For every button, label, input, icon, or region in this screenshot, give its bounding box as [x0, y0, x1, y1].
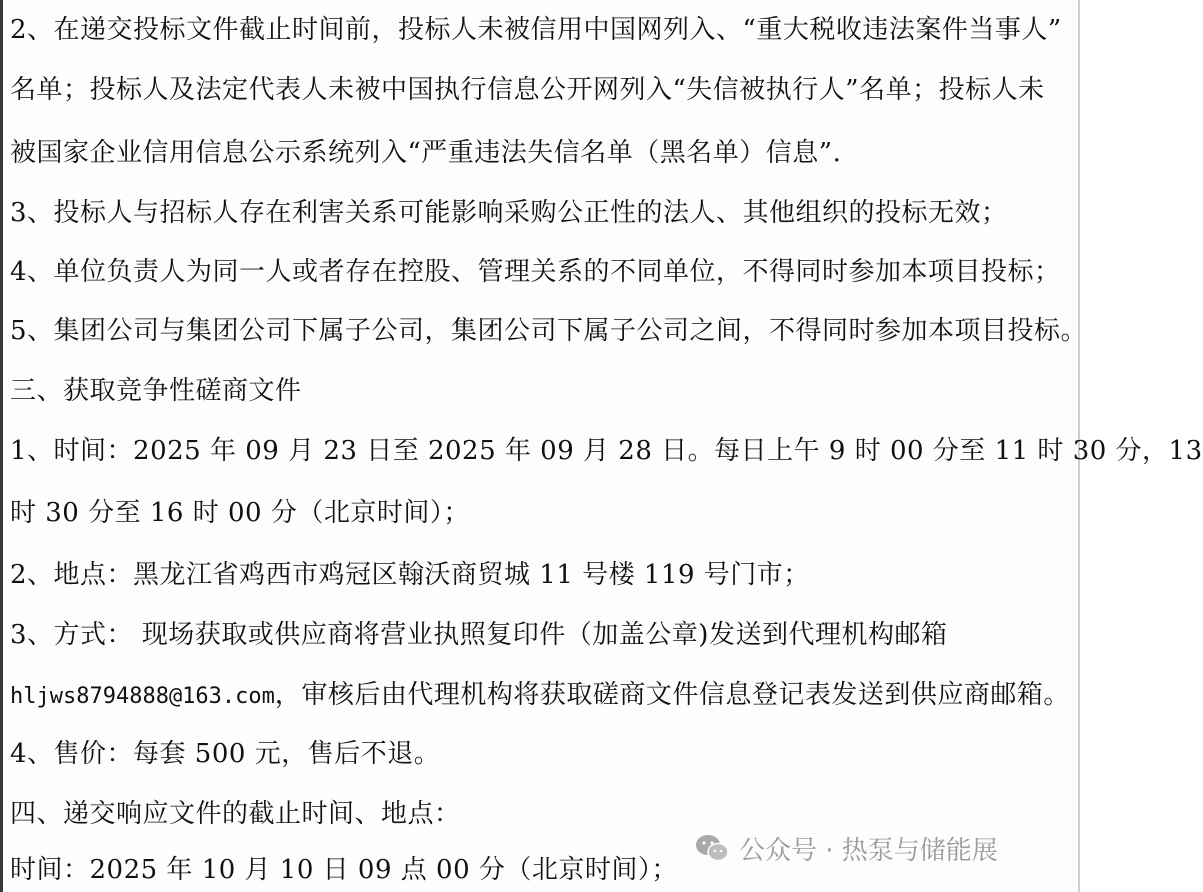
text-line-3: 被国家企业信用信息公示系统列入“严重违法失信名单（黑名单）信息”.	[10, 138, 842, 168]
section-heading-4: 四、递交响应文件的截止时间、地点：	[10, 799, 461, 829]
watermark	[695, 826, 998, 870]
text-line-8: 1、时间：2025 年 09 月 23 日至 2025 年 09 月 28 日。每日上午 9 时 00 分至 11 时 30 分，13	[10, 436, 1203, 466]
watermark-text: 公众号 · 热泵与储能展	[739, 835, 998, 866]
text-line-5: 4、单位负责人为同一人或者存在控股、管理关系的不同单位，不得同时参加本项目投标；	[10, 257, 1061, 287]
email-address: hljws8794888@163.com	[10, 684, 275, 709]
page-left-border	[0, 0, 3, 892]
text-line-12	[10, 678, 1070, 714]
text-line-2: 名单；投标人及法定代表人未被中国执行信息公开网列入“失信被执行人”名单；投标人未	[10, 75, 1045, 105]
text-line-15: 时间：2025 年 10 月 10 日 09 点 00 分（北京时间）；	[10, 855, 678, 885]
wechat-logo-icon	[695, 833, 729, 863]
text-line-4: 3、投标人与招标人存在利害关系可能影响采购公正性的法人、其他组织的投标无效；	[10, 198, 1008, 228]
text-line-1: 2、在递交投标文件截止时间前，投标人未被信用中国网列入、“重大税收违法案件当事人”	[10, 15, 1062, 45]
text-line-12-rest: ，审核后由代理机构将获取磋商文件信息登记表发送到供应商邮箱。	[274, 680, 1070, 710]
text-line-11: 3、方式： 现场获取或供应商将营业执照复印件（加盖公章)发送到代理机构邮箱	[10, 620, 948, 650]
text-line-6: 5、集团公司与集团公司下属子公司，集团公司下属子公司之间，不得同时参加本项目投标。	[10, 316, 1088, 346]
text-line-10: 2、地点：黑龙江省鸡西市鸡冠区翰沃商贸城 11 号楼 119 号门市；	[10, 560, 810, 590]
section-heading-3: 三、获取竞争性磋商文件	[10, 376, 302, 406]
text-line-13: 4、售价：每套 500 元，售后不退。	[10, 739, 441, 769]
text-line-9: 时 30 分至 16 时 00 分（北京时间）；	[10, 498, 470, 528]
